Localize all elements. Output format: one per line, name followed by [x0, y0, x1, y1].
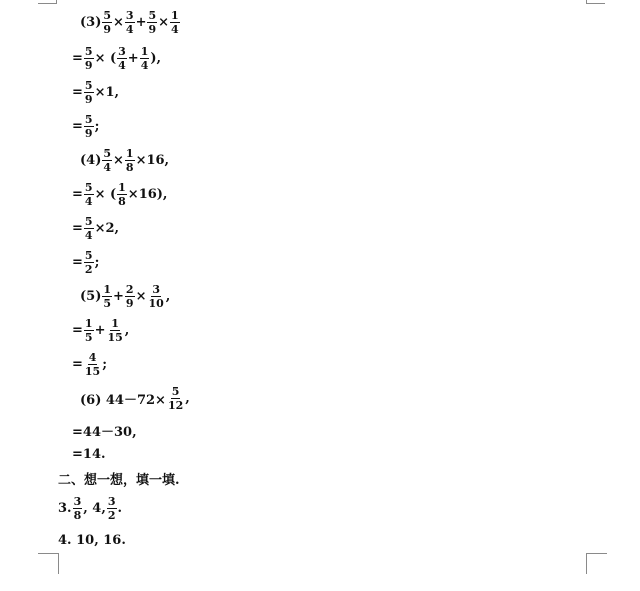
line-text: =14. [72, 446, 106, 462]
solution-line [58, 462, 180, 494]
line-text: = [72, 118, 83, 134]
fraction [102, 10, 112, 35]
fraction [167, 386, 184, 411]
fraction [84, 80, 94, 105]
fraction-denominator: 2 [107, 508, 116, 522]
fraction-numerator: 5 [84, 180, 93, 194]
fraction-denominator: 9 [84, 92, 93, 106]
line-text: = [72, 220, 83, 236]
line-text: × [113, 14, 124, 30]
fraction [102, 148, 112, 173]
solution-line [80, 382, 190, 414]
crop-mark-bottom-left [38, 553, 59, 574]
fraction-numerator: 1 [125, 146, 134, 160]
fraction [102, 284, 112, 309]
crop-mark-bottom-right [586, 553, 607, 574]
line-text: , 4, [83, 500, 106, 516]
line-text: = [72, 50, 83, 66]
fraction-numerator: 5 [103, 146, 112, 160]
solution-line [58, 524, 126, 556]
fraction [125, 284, 135, 309]
fraction-denominator: 8 [118, 194, 126, 208]
fraction [84, 352, 101, 377]
line-text: , [124, 322, 130, 338]
line-text: ×16, [135, 152, 170, 168]
fraction [140, 46, 150, 71]
line-text: =44－30, [72, 424, 137, 440]
fraction [84, 216, 94, 241]
line-text: × ( [94, 186, 117, 202]
line-text: ×1, [94, 84, 120, 100]
line-text: ), [150, 50, 162, 66]
line-text: 3. [58, 500, 72, 516]
fraction-denominator: 5 [103, 296, 112, 310]
fraction-numerator: 5 [148, 8, 157, 22]
fraction [84, 182, 94, 207]
fraction-denominator: 2 [84, 262, 93, 276]
fraction-denominator: 4 [103, 160, 112, 174]
fraction [170, 10, 180, 35]
line-text: (4) [80, 152, 102, 168]
line-text: = [72, 322, 83, 338]
line-text: + [94, 322, 106, 338]
solution-line [72, 76, 119, 108]
fraction-numerator: 3 [118, 44, 126, 58]
fraction [106, 318, 123, 343]
solution-line [72, 314, 129, 346]
fraction-numerator: 5 [84, 112, 93, 126]
fraction-numerator: 1 [103, 282, 112, 296]
fraction-numerator: 1 [118, 180, 126, 194]
line-text: + [135, 14, 147, 30]
fraction-denominator: 4 [171, 22, 179, 36]
line-text: ×2, [94, 220, 120, 236]
fraction-denominator: 4 [84, 194, 93, 208]
fraction-numerator: 5 [84, 78, 93, 92]
fraction-numerator: 4 [88, 350, 97, 364]
line-text: ; [102, 356, 108, 372]
line-text: = [72, 84, 83, 100]
fraction-numerator: 3 [152, 282, 160, 296]
line-text: × [158, 14, 170, 30]
fraction-numerator: 5 [84, 248, 93, 262]
fraction-denominator: 8 [73, 508, 82, 522]
solution-line [72, 178, 167, 210]
line-text: × [135, 288, 147, 304]
fraction-denominator: 12 [167, 398, 184, 412]
line-text: × ( [94, 50, 117, 66]
fraction-denominator: 9 [84, 58, 93, 72]
fraction [125, 10, 135, 35]
fraction [84, 114, 94, 139]
fraction-numerator: 5 [103, 8, 112, 22]
fraction-numerator: 1 [140, 44, 149, 58]
fraction-numerator: 1 [171, 8, 179, 22]
fraction-denominator: 4 [140, 58, 149, 72]
line-text: , [185, 390, 190, 406]
fraction-denominator: 9 [84, 126, 93, 140]
line-text: (5) [80, 288, 102, 304]
fraction-numerator: 1 [111, 316, 119, 330]
fraction-denominator: 8 [125, 160, 134, 174]
solution-line [72, 246, 99, 278]
fraction [147, 10, 157, 35]
fraction [117, 182, 127, 207]
line-text: (3) [80, 14, 102, 30]
line-text: 4. 10, 16. [58, 532, 126, 548]
solution-line [80, 144, 169, 176]
fraction-denominator: 15 [84, 364, 101, 378]
fraction [107, 496, 117, 521]
fraction-numerator: 2 [125, 282, 134, 296]
fraction [125, 148, 135, 173]
fraction-denominator: 15 [107, 330, 123, 344]
line-text: = [72, 356, 83, 372]
fraction-numerator: 5 [84, 214, 93, 228]
line-text: = [72, 254, 83, 270]
fraction-denominator: 4 [125, 22, 134, 36]
line-text: ; [94, 254, 100, 270]
fraction-denominator: 9 [125, 296, 134, 310]
fraction-denominator: 4 [118, 58, 126, 72]
solution-line [72, 110, 99, 142]
line-text: . [117, 500, 123, 516]
fraction [147, 284, 164, 309]
fraction [84, 46, 94, 71]
crop-mark-top-left [38, 0, 57, 4]
fraction [84, 250, 94, 275]
line-text: = [72, 186, 83, 202]
line-text: + [113, 288, 124, 304]
fraction-denominator: 5 [84, 330, 93, 344]
fraction-numerator: 3 [125, 8, 134, 22]
fraction-denominator: 9 [103, 22, 112, 36]
line-text: ×16), [127, 186, 168, 202]
solution-line [72, 212, 119, 244]
line-text: 二、想一想，填一填. [58, 472, 180, 488]
fraction [117, 46, 127, 71]
fraction-numerator: 3 [73, 494, 82, 508]
line-text: × [113, 152, 124, 168]
line-text: , [165, 288, 171, 304]
line-text: + [127, 50, 139, 66]
fraction [73, 496, 83, 521]
fraction-numerator: 5 [171, 384, 180, 398]
solution-line [58, 492, 122, 524]
solution-line [72, 348, 107, 380]
fraction-numerator: 1 [84, 316, 93, 330]
line-text: (6) 44－72× [80, 392, 166, 408]
fraction-denominator: 10 [148, 296, 164, 310]
line-text: ; [94, 118, 100, 134]
crop-mark-top-right [586, 0, 605, 4]
solution-line [80, 280, 170, 312]
fraction-numerator: 5 [84, 44, 93, 58]
fraction-denominator: 9 [148, 22, 157, 36]
fraction [84, 318, 94, 343]
solution-line [72, 42, 161, 74]
fraction-numerator: 3 [107, 494, 116, 508]
solution-line [80, 6, 181, 38]
fraction-denominator: 4 [84, 228, 93, 242]
